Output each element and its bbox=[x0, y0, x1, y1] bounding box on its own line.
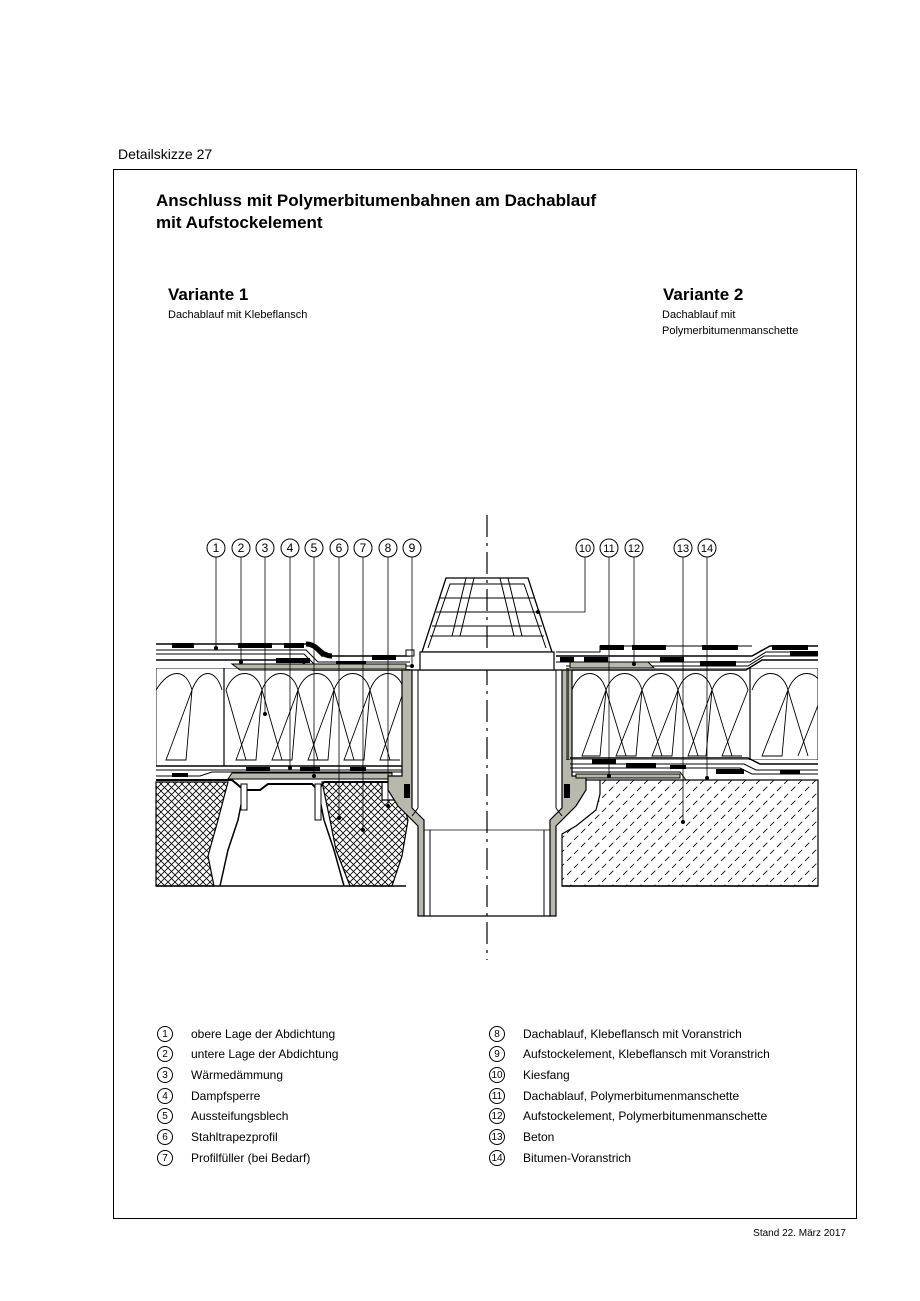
variant-2-title: Variante 2 bbox=[663, 285, 744, 304]
callout-14: 14 bbox=[700, 543, 714, 555]
callout-9: 9 bbox=[408, 541, 416, 555]
legend-item-6 bbox=[157, 1129, 278, 1145]
callout-8: 8 bbox=[384, 541, 392, 555]
variant-2-subtitle-line-1: Dachablauf mit bbox=[662, 309, 736, 321]
left-insulation-pattern bbox=[156, 674, 404, 761]
legend-number: 11 bbox=[489, 1088, 505, 1104]
callout-10: 10 bbox=[578, 543, 592, 555]
callout-12: 12 bbox=[627, 543, 641, 555]
legend-number: 8 bbox=[489, 1026, 505, 1042]
callout-7: 7 bbox=[359, 541, 367, 555]
legend-text: Bitumen-Voranstrich bbox=[523, 1151, 632, 1165]
legend-text: Aussteifungsblech bbox=[191, 1109, 289, 1123]
left-roof-build-up bbox=[156, 643, 410, 886]
legend-item-8 bbox=[489, 1026, 742, 1042]
callout-13: 13 bbox=[676, 543, 690, 555]
legend-text: Kiesfang bbox=[523, 1068, 570, 1082]
legend-number: 5 bbox=[157, 1108, 173, 1124]
legend-number: 12 bbox=[489, 1108, 505, 1124]
legend-number: 3 bbox=[157, 1067, 173, 1083]
legend-number: 9 bbox=[489, 1046, 505, 1062]
legend-number: 1 bbox=[157, 1026, 173, 1042]
right-roof-build-up bbox=[556, 645, 824, 886]
callout-6: 6 bbox=[335, 541, 343, 555]
legend-text: Stahltrapezprofil bbox=[191, 1130, 278, 1144]
legend-number: 10 bbox=[489, 1067, 505, 1083]
legend-number: 7 bbox=[157, 1150, 173, 1166]
legend-item-4 bbox=[157, 1088, 260, 1104]
legend-item-9 bbox=[489, 1046, 770, 1062]
legend-item-14 bbox=[489, 1150, 631, 1166]
legend-text: Aufstockelement, Klebeflansch mit Voranstrich bbox=[523, 1047, 770, 1061]
legend-item-10 bbox=[489, 1067, 570, 1083]
legend-text: obere Lage der Abdichtung bbox=[191, 1027, 336, 1041]
legend-item-5 bbox=[157, 1108, 288, 1124]
legend-number: 2 bbox=[157, 1046, 173, 1062]
legend-number: 4 bbox=[157, 1088, 173, 1104]
legend-text: untere Lage der Abdichtung bbox=[191, 1047, 339, 1061]
variant-1-subtitle: Dachablauf mit Klebeflansch bbox=[168, 309, 308, 321]
callout-3: 3 bbox=[261, 541, 269, 555]
legend-text: Beton bbox=[523, 1130, 555, 1144]
callout-2: 2 bbox=[237, 541, 245, 555]
legend-text: Aufstockelement, Polymerbitumenmanschette bbox=[523, 1109, 768, 1123]
legend-text: Dampfsperre bbox=[191, 1089, 261, 1103]
callout-1: 1 bbox=[212, 541, 220, 555]
legend-number: 6 bbox=[157, 1129, 173, 1145]
title-line-2: mit Aufstockelement bbox=[156, 213, 323, 232]
callout-11: 11 bbox=[603, 543, 615, 555]
legend-item-1 bbox=[157, 1026, 335, 1042]
callout-5: 5 bbox=[310, 541, 318, 555]
legend-text: Dachablauf, Klebeflansch mit Voranstrich bbox=[523, 1027, 742, 1041]
title-line-1: Anschluss mit Polymerbitumenbahnen am Dachablauf bbox=[156, 191, 597, 210]
legend-item-11 bbox=[489, 1088, 739, 1104]
legend-text: Wärmedämmung bbox=[191, 1068, 284, 1082]
legend-item-3 bbox=[157, 1067, 283, 1083]
legend-item-2 bbox=[157, 1046, 338, 1062]
legend-item-13 bbox=[489, 1129, 554, 1145]
legend-item-7 bbox=[157, 1150, 310, 1166]
legend-text: Dachablauf, Polymerbitumenmanschette bbox=[523, 1089, 740, 1103]
callout-4: 4 bbox=[286, 541, 294, 555]
legend-number: 14 bbox=[489, 1150, 505, 1166]
legend-number: 13 bbox=[489, 1129, 505, 1145]
variant-1-title: Variante 1 bbox=[168, 285, 249, 304]
figure-caption: Detailskizze 27 bbox=[118, 146, 213, 162]
legend-text: Profilfüller (bei Bedarf) bbox=[191, 1151, 311, 1165]
legend-item-12 bbox=[489, 1108, 767, 1124]
variant-2-subtitle-line-2: Polymerbitumenmanschette bbox=[662, 325, 799, 337]
footer-date: Stand 22. März 2017 bbox=[753, 1228, 846, 1239]
